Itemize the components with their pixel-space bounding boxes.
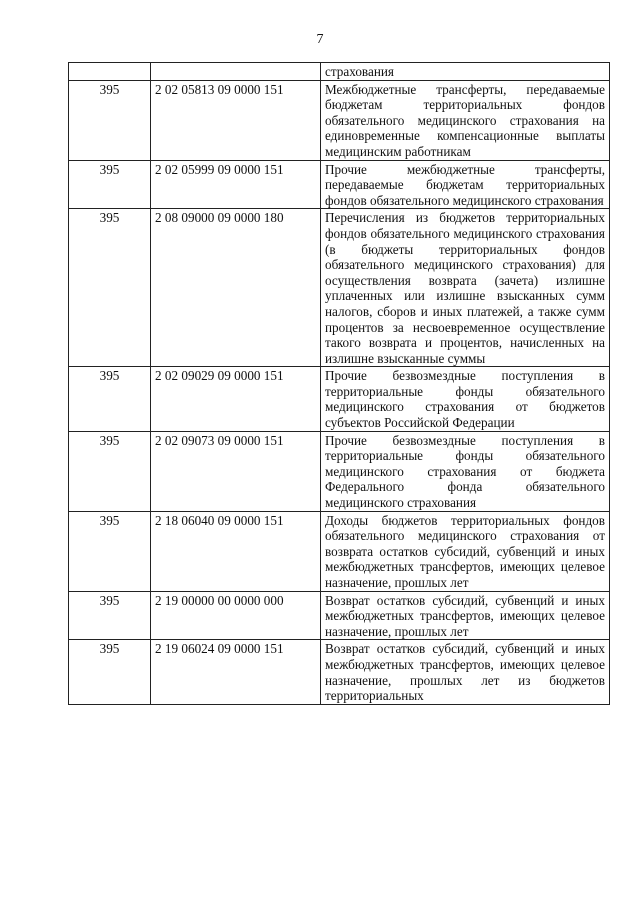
budget-codes-table [68, 62, 610, 705]
admin-code-cell: 395 [69, 209, 151, 367]
budget-code-cell: 2 02 05813 09 0000 151 [151, 80, 321, 160]
income-name-cell: Доходы бюджетов территориальных фондов обязательного медицинского страхования от возврата остатков субсидий, субвенций и иных межбюджетных трансфертов, имеющих целевое назначение, прошлых лет [321, 511, 610, 591]
admin-code-cell [69, 63, 151, 81]
admin-code-cell: 395 [69, 591, 151, 640]
budget-code-cell: 2 02 09029 09 0000 151 [151, 367, 321, 431]
budget-code-cell [151, 63, 321, 81]
table-row [69, 209, 610, 367]
income-name-cell: страхования [321, 63, 610, 81]
admin-code-cell: 395 [69, 367, 151, 431]
admin-code-cell: 395 [69, 640, 151, 704]
table-row [69, 511, 610, 591]
income-name-cell: Прочие безвозмездные поступления в территориальные фонды обязательного медицинского страхования от бюджета Федерального фонда обязательного медицинского страхования [321, 431, 610, 511]
budget-code-cell: 2 19 00000 00 0000 000 [151, 591, 321, 640]
admin-code-cell: 395 [69, 431, 151, 511]
income-name-cell: Межбюджетные трансферты, передаваемые бюджетам территориальных фондов обязательного медицинского страхования на единовременные компенсационные выплаты медицинским работникам [321, 80, 610, 160]
table-row [69, 80, 610, 160]
page-number: 7 [316, 32, 324, 47]
income-name-cell: Возврат остатков субсидий, субвенций и иных межбюджетных трансфертов, имеющих целевое назначение, прошлых лет [321, 591, 610, 640]
admin-code-cell: 395 [69, 80, 151, 160]
budget-code-cell: 2 02 05999 09 0000 151 [151, 160, 321, 209]
table-row [69, 591, 610, 640]
table-row [69, 640, 610, 704]
table-row [69, 160, 610, 209]
admin-code-cell: 395 [69, 160, 151, 209]
income-name-cell: Прочие межбюджетные трансферты, передаваемые бюджетам территориальных фондов обязательного медицинского страхования [321, 160, 610, 209]
admin-code-cell: 395 [69, 511, 151, 591]
table-row [69, 431, 610, 511]
budget-code-cell: 2 02 09073 09 0000 151 [151, 431, 321, 511]
table-row [69, 367, 610, 431]
budget-code-cell: 2 18 06040 09 0000 151 [151, 511, 321, 591]
table-row [69, 63, 610, 81]
budget-code-cell: 2 19 06024 09 0000 151 [151, 640, 321, 704]
income-name-cell: Возврат остатков субсидий, субвенций и иных межбюджетных трансфертов, имеющих целевое назначение, прошлых лет из бюджетов территориальных [321, 640, 610, 704]
income-name-cell: Перечисления из бюджетов территориальных фондов обязательного медицинского страхования (в бюджеты территориальных фондов обязательного медицинского страхования) для осуществления возврата (зачета) излишне уплаченных или излишне взысканных сумм налогов, сборов и иных платежей, а также сумм процентов за несвоевременное осуществление такого возврата и процентов, начисленных на излишне взысканные суммы [321, 209, 610, 367]
budget-code-cell: 2 08 09000 09 0000 180 [151, 209, 321, 367]
income-name-cell: Прочие безвозмездные поступления в территориальные фонды обязательного медицинского страхования от бюджетов субъектов Российской Федерации [321, 367, 610, 431]
